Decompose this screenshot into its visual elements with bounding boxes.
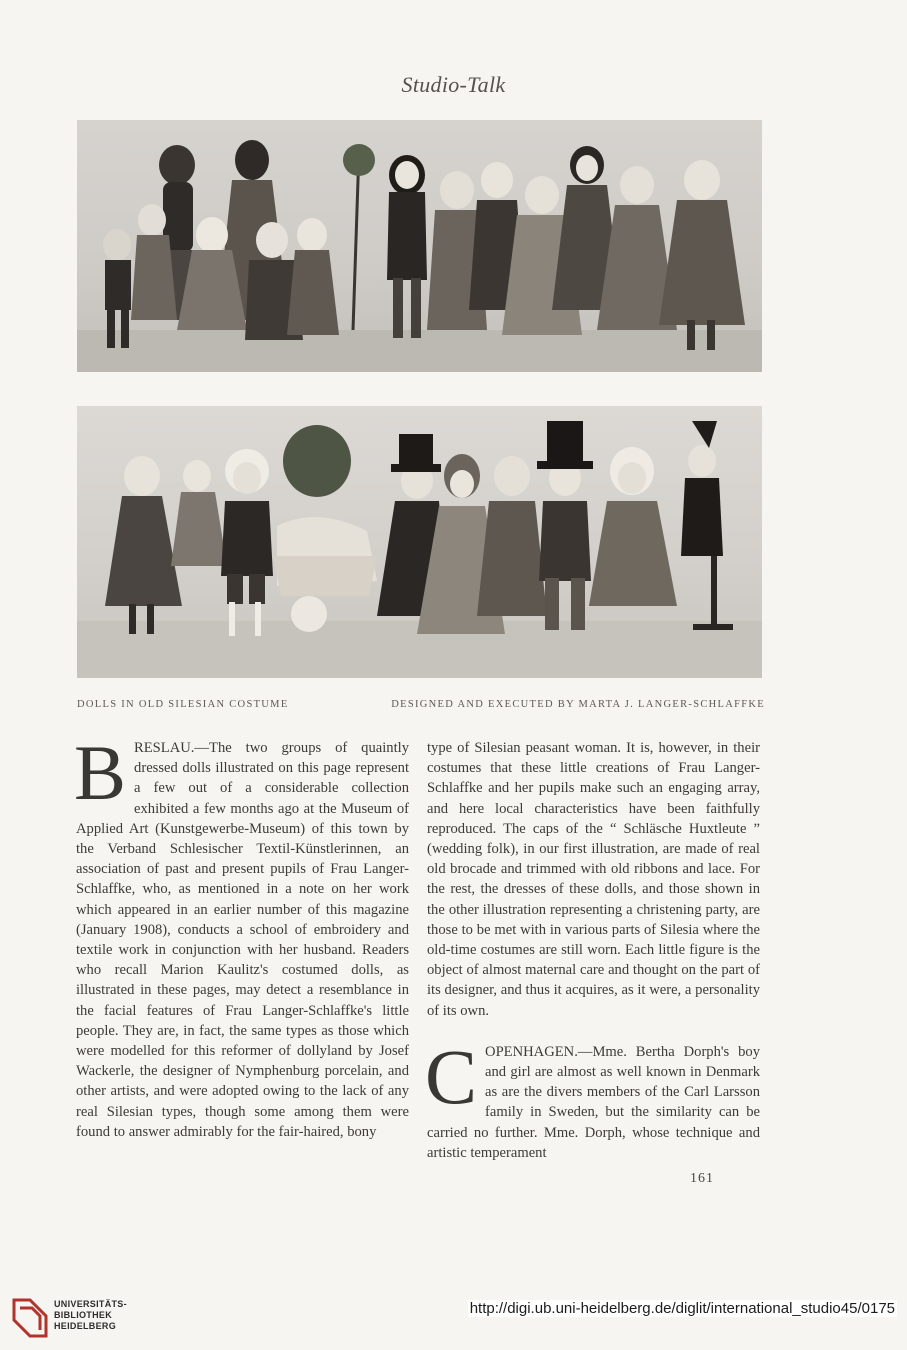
drop-cap-b: B bbox=[74, 729, 127, 816]
photo-dolls-wedding-group bbox=[77, 120, 762, 372]
caption-left: DOLLS IN OLD SILESIAN COSTUME bbox=[77, 699, 289, 710]
library-name-line-3: HEIDELBERG bbox=[54, 1321, 117, 1331]
breslau-text: RESLAU.—The two groups of quaintly dressed dolls illustrated on this page represent a few out of a considerable collection exhibited a few months ago at the Museum of Applied Art (Kunstgewerbe-Museum) of this town by the Verband Schlesischer Textil-Künstlerinnen, an association of past and present pupils of Frau Langer-Schlaffke, who, as mentioned in a note on her work which appeared in an earlier number of this magazine (January 1908), conducts a school of embroidery and textile work in conjunction with her husband. Readers who recall Marion Kaulitz's costumed dolls, as illustrated in these pages, may detect a resemblance in the facial features of Frau Langer-Schlaffke's little people. They are, in fact, the same types as those which were modelled for this reformer of dollyland by Josef Wackerle, the designer of Nymphenburg porcelain, and other artists, and were adopted owing to the lack of any real Silesian types, though some among them were found to answer admirably for the fair-haired, bony bbox=[76, 740, 409, 1140]
library-name bbox=[54, 1299, 127, 1332]
library-name-line-1: UNIVERSITÄTS- bbox=[54, 1299, 127, 1309]
source-url-link[interactable]: http://digi.ub.uni-heidelberg.de/diglit/international_studio45/0175 bbox=[469, 1300, 895, 1317]
breslau-paragraph bbox=[74, 729, 409, 1142]
right-column bbox=[427, 738, 760, 1163]
left-column bbox=[74, 729, 409, 1142]
drop-cap-c: C bbox=[425, 1032, 478, 1120]
silesian-costume-paragraph: type of Silesian peasant woman. It is, however, in their costumes that these little creations of Frau Langer-Schlaffke and her pupils make such an engaging array, and here local characteristics have been faithfully reproduced. The caps of the “ Schläsche Huxtleute ” (wedding folk), in our first illustration, are made of real old brocade and trimmed with old ribbons and lace. For the rest, the dresses of these dolls, and those shown in the other illustration representing a christening party, are those to be met with in various parts of Silesia where the old-time costumes are still worn. Each little figure is the object of almost maternal care and thought on the part of its designer, and thus it acquires, as it were, a personality of its own. bbox=[427, 740, 760, 1019]
caption-right: DESIGNED AND EXECUTED BY MARTA J. LANGER-SCHLAFFKE bbox=[391, 699, 765, 710]
page-number: 161 bbox=[690, 1171, 714, 1186]
copenhagen-paragraph bbox=[425, 1032, 760, 1163]
running-head: Studio-Talk bbox=[401, 72, 506, 97]
library-name-line-2: BIBLIOTHEK bbox=[54, 1310, 112, 1320]
copenhagen-text: OPENHAGEN.—Mme. Bertha Dorph's boy and girl are almost as well known in Denmark as are the divers members of the Carl Larsson family in Sweden, but the similarity can be carried no further. Mme. Dorph, whose technique and artistic temperament bbox=[427, 1043, 760, 1161]
photo-dolls-christening-party bbox=[77, 406, 762, 678]
